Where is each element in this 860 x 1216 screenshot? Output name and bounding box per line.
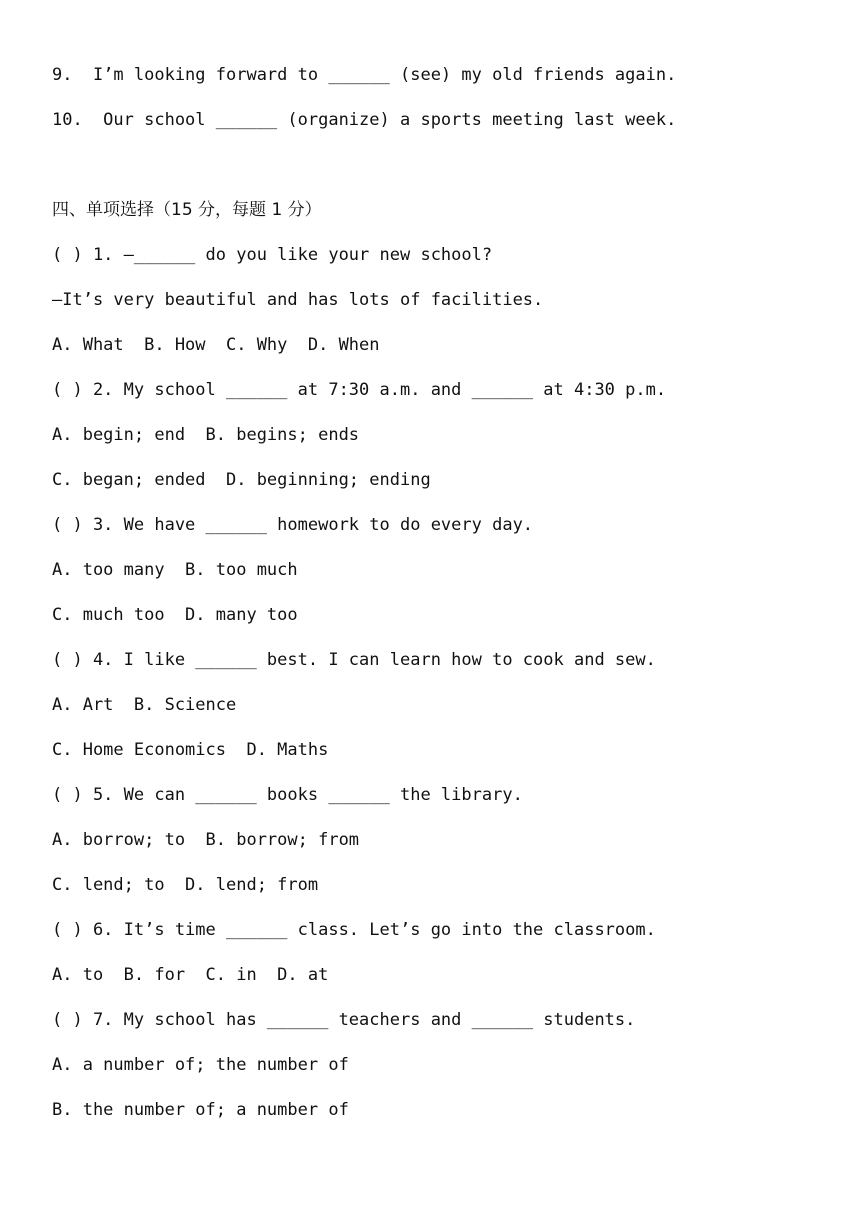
question-2-options-ab: A. begin; end B. begins; ends: [52, 425, 360, 445]
section-heading: 四、单项选择（15 分，每题 1 分）: [52, 200, 322, 220]
fill-blank-item-9: 9. I’m looking forward to ______ (see) my old friends again.: [52, 65, 677, 85]
question-3-options-ab: A. too many B. too much: [52, 560, 298, 580]
question-1-stem: ( ) 1. —______ do you like your new school?: [52, 245, 493, 265]
question-4-stem: ( ) 4. I like ______ best. I can learn how to cook and sew.: [52, 650, 656, 670]
question-1-options: A. What B. How C. Why D. When: [52, 335, 380, 355]
question-7-stem: ( ) 7. My school has ______ teachers and ______ students.: [52, 1010, 636, 1030]
question-6-options: A. to B. for C. in D. at: [52, 965, 329, 985]
question-3-options-cd: C. much too D. many too: [52, 605, 298, 625]
question-1-response: —It’s very beautiful and has lots of facilities.: [52, 290, 544, 310]
question-5-options-ab: A. borrow; to B. borrow; from: [52, 830, 360, 850]
fill-blank-item-10: 10. Our school ______ (organize) a sports meeting last week.: [52, 110, 677, 130]
question-7-option-b: B. the number of; a number of: [52, 1100, 349, 1120]
question-2-stem: ( ) 2. My school ______ at 7:30 a.m. and ______ at 4:30 p.m.: [52, 380, 667, 400]
question-2-options-cd: C. began; ended D. beginning; ending: [52, 470, 431, 490]
question-7-option-a: A. a number of; the number of: [52, 1055, 349, 1075]
question-5-options-cd: C. lend; to D. lend; from: [52, 875, 319, 895]
question-4-options-cd: C. Home Economics D. Maths: [52, 740, 329, 760]
question-5-stem: ( ) 5. We can ______ books ______ the library.: [52, 785, 523, 805]
question-3-stem: ( ) 3. We have ______ homework to do every day.: [52, 515, 534, 535]
question-4-options-ab: A. Art B. Science: [52, 695, 237, 715]
question-6-stem: ( ) 6. It’s time ______ class. Let’s go into the classroom.: [52, 920, 656, 940]
